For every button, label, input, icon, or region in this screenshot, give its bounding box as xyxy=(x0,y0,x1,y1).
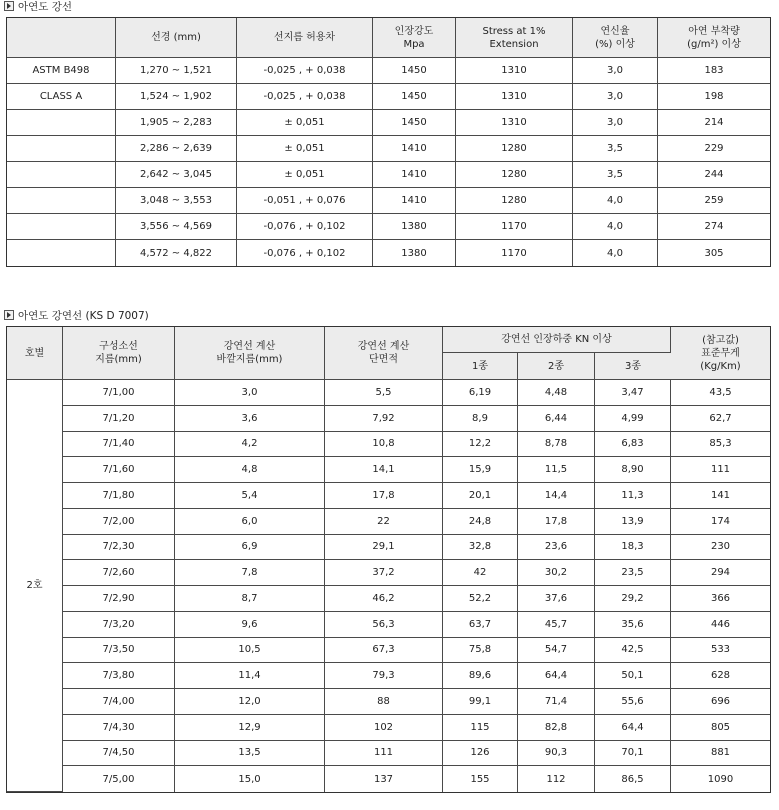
table-cell: 86,5 xyxy=(595,766,671,792)
header-cell: 선경 (mm) xyxy=(116,18,237,58)
table-cell: 1310 xyxy=(456,58,573,84)
table-cell: 35,6 xyxy=(595,612,671,638)
table-cell: 1170 xyxy=(456,214,573,240)
table-cell: 63,7 xyxy=(443,612,518,638)
table-cell: 7/3,80 xyxy=(63,663,175,689)
table-cell: 43,5 xyxy=(671,380,770,406)
table-cell: 1170 xyxy=(456,240,573,266)
header-cell: 선지름 허용차 xyxy=(237,18,373,58)
table-cell: 7/4,30 xyxy=(63,715,175,741)
table-cell: 1,524 ~ 1,902 xyxy=(116,84,237,110)
table-cell: 67,3 xyxy=(325,638,443,664)
table-cell: 20,1 xyxy=(443,483,518,509)
table-cell xyxy=(7,110,116,136)
table-cell: 18,3 xyxy=(595,535,671,561)
table-cell: 5,4 xyxy=(175,483,325,509)
galvanized-wire-table xyxy=(6,17,771,267)
table-cell: 2,286 ~ 2,639 xyxy=(116,136,237,162)
table-cell: 305 xyxy=(704,247,724,259)
table-cell: 8,7 xyxy=(175,586,325,612)
table-cell xyxy=(7,162,116,188)
table-cell: 6,83 xyxy=(595,432,671,458)
table-cell: 4,0 xyxy=(573,188,658,214)
table-cell: 1,270 ~ 1,521 xyxy=(116,58,237,84)
table-row xyxy=(7,240,770,266)
table-cell: 30,2 xyxy=(518,560,595,586)
table-row xyxy=(7,188,770,214)
section-title-text: 아연도 강선 xyxy=(18,1,73,13)
table-cell: 12,2 xyxy=(443,432,518,458)
table-cell: 198 xyxy=(658,84,770,110)
table-cell: 55,6 xyxy=(595,689,671,715)
table-cell: 70,1 xyxy=(595,741,671,767)
table-cell xyxy=(7,214,116,240)
table-cell: 5,5 xyxy=(325,380,443,406)
table-cell: 14,1 xyxy=(325,457,443,483)
table-cell: 29,1 xyxy=(325,535,443,561)
table-cell: 8,78 xyxy=(518,432,595,458)
table-cell: 4,572 ~ 4,822 xyxy=(116,240,237,266)
table-row xyxy=(7,689,770,715)
table-cell: 50,1 xyxy=(595,663,671,689)
table-cell: 3,556 ~ 4,569 xyxy=(116,214,237,240)
header-cell: 아연 부착량 (g/m²) 이상 xyxy=(658,18,770,58)
header-cell xyxy=(7,18,116,58)
table-cell: 23,6 xyxy=(518,535,595,561)
table-cell: 7/3,20 xyxy=(63,612,175,638)
header-cell: Stress at 1% Extension xyxy=(456,18,573,58)
table-cell: 1410 xyxy=(373,162,456,188)
table-cell: 1310 xyxy=(456,110,573,136)
table-row xyxy=(7,612,770,638)
table-cell: 64,4 xyxy=(518,663,595,689)
table-cell: ASTM B498 xyxy=(7,58,116,84)
table-cell: 42 xyxy=(443,560,518,586)
table-cell: 99,1 xyxy=(443,689,518,715)
table-cell: 7/2,60 xyxy=(63,560,175,586)
table-cell: 15,0 xyxy=(175,766,325,792)
table-cell: 7/5,00 xyxy=(63,766,175,792)
galvanized-strand-table xyxy=(6,326,771,793)
table-cell: 11,4 xyxy=(175,663,325,689)
table-header-row xyxy=(7,18,770,58)
table-cell: 62,7 xyxy=(671,406,770,432)
table-cell: 56,3 xyxy=(325,612,443,638)
table-cell: 79,3 xyxy=(325,663,443,689)
table-cell: 111 xyxy=(325,741,443,767)
table-cell: 4,0 xyxy=(573,214,658,240)
header-strand-diameter: 구성소선 지름(mm) xyxy=(63,327,175,380)
table-cell: 1380 xyxy=(373,214,456,240)
table-row xyxy=(7,380,770,406)
table-row xyxy=(7,586,770,612)
table-cell xyxy=(7,188,116,214)
table-cell: 6,0 xyxy=(175,509,325,535)
table-cell: 533 xyxy=(671,638,770,664)
table-cell: 29,2 xyxy=(595,586,671,612)
table-cell: 1090 xyxy=(707,773,734,785)
table-cell: 7/1,40 xyxy=(63,432,175,458)
table-row xyxy=(7,638,770,664)
table-cell: 12,0 xyxy=(175,689,325,715)
header-class-2: 2종 xyxy=(518,353,595,380)
table-row xyxy=(7,535,770,561)
table-cell: 244 xyxy=(658,162,770,188)
table-cell: 111 xyxy=(671,457,770,483)
bullet-icon xyxy=(4,1,14,11)
table-cell: 1,905 ~ 2,283 xyxy=(116,110,237,136)
table-cell: 82,8 xyxy=(518,715,595,741)
table-cell: 141 xyxy=(671,483,770,509)
table-cell: CLASS A xyxy=(7,84,116,110)
table-cell: 102 xyxy=(325,715,443,741)
table-cell: 46,2 xyxy=(325,586,443,612)
table-cell: 112 xyxy=(518,766,595,792)
table-cell: 85,3 xyxy=(671,432,770,458)
table-row xyxy=(7,162,770,188)
table-cell: 11,3 xyxy=(595,483,671,509)
table-cell xyxy=(7,240,116,266)
header-outer-diameter: 강연선 계산 바깥지름(mm) xyxy=(175,327,325,380)
table-header-row xyxy=(7,327,770,353)
table-cell: 7,8 xyxy=(175,560,325,586)
table-cell: 4,0 xyxy=(573,240,658,266)
table-cell: 45,7 xyxy=(518,612,595,638)
table-cell: 115 xyxy=(443,715,518,741)
table-cell: 8,90 xyxy=(595,457,671,483)
table-cell: 1280 xyxy=(456,136,573,162)
table-cell: 4,2 xyxy=(175,432,325,458)
table-cell: 881 xyxy=(671,741,770,767)
table-cell: -0,051 , + 0,076 xyxy=(237,188,373,214)
header-cell: 인장강도 Mpa xyxy=(373,18,456,58)
table-cell: 12,9 xyxy=(175,715,325,741)
table-cell: 37,6 xyxy=(518,586,595,612)
table-cell: 8,9 xyxy=(443,406,518,432)
grade-cell: 2호 xyxy=(7,380,63,792)
table-cell: 229 xyxy=(658,136,770,162)
table-cell: 1280 xyxy=(456,188,573,214)
table-cell: 7/2,90 xyxy=(63,586,175,612)
table-cell: 89,6 xyxy=(443,663,518,689)
table-cell: 4,99 xyxy=(595,406,671,432)
table-cell: ± 0,051 xyxy=(237,162,373,188)
table-cell: 1450 xyxy=(373,58,456,84)
table-cell: 3,0 xyxy=(573,110,658,136)
table-cell: 13,5 xyxy=(175,741,325,767)
table-row xyxy=(7,457,770,483)
table-cell: 10,8 xyxy=(325,432,443,458)
table-cell: 3,5 xyxy=(573,162,658,188)
header-standard-weight: (참고값) 표준무게 (Kg/Km) xyxy=(671,327,770,380)
table-row xyxy=(7,136,770,162)
table-row xyxy=(7,58,770,84)
table-cell: 446 xyxy=(671,612,770,638)
table-cell: -0,076 , + 0,102 xyxy=(237,240,373,266)
table-cell: 3,6 xyxy=(175,406,325,432)
table-cell: 22 xyxy=(325,509,443,535)
table-cell: 3,0 xyxy=(573,84,658,110)
table-cell: 10,5 xyxy=(175,638,325,664)
table-cell: -0,025 , + 0,038 xyxy=(237,58,373,84)
table-row xyxy=(7,766,770,792)
table-cell: 628 xyxy=(671,663,770,689)
table-cell: 2,642 ~ 3,045 xyxy=(116,162,237,188)
table-cell: 7/1,80 xyxy=(63,483,175,509)
table-cell: 23,5 xyxy=(595,560,671,586)
table-cell: -0,025 , + 0,038 xyxy=(237,84,373,110)
table-cell: 1410 xyxy=(373,136,456,162)
table-cell: 6,9 xyxy=(175,535,325,561)
table-cell: 294 xyxy=(671,560,770,586)
table-cell: ± 0,051 xyxy=(237,110,373,136)
table-cell: 32,8 xyxy=(443,535,518,561)
table-cell: 7/3,50 xyxy=(63,638,175,664)
table-row xyxy=(7,663,770,689)
table-row xyxy=(7,509,770,535)
table-row xyxy=(7,483,770,509)
table-cell: 3,5 xyxy=(573,136,658,162)
table-cell: 7/2,00 xyxy=(63,509,175,535)
table-cell: 90,3 xyxy=(518,741,595,767)
table-cell: 274 xyxy=(658,214,770,240)
table-cell: 6,19 xyxy=(443,380,518,406)
table-cell: ± 0,051 xyxy=(237,136,373,162)
table-cell: 11,5 xyxy=(518,457,595,483)
table-row xyxy=(7,560,770,586)
table-cell: 696 xyxy=(671,689,770,715)
table-row xyxy=(7,110,770,136)
table-cell: 3,0 xyxy=(573,58,658,84)
table-cell: 54,7 xyxy=(518,638,595,664)
table-cell: 366 xyxy=(671,586,770,612)
table-row xyxy=(7,432,770,458)
table-cell: 7/1,60 xyxy=(63,457,175,483)
table-cell: 1380 xyxy=(373,240,456,266)
table-cell: 3,0 xyxy=(175,380,325,406)
table-cell: 137 xyxy=(325,766,443,792)
table-row xyxy=(7,214,770,240)
header-class-3: 3종 xyxy=(595,353,671,380)
table-cell: 15,9 xyxy=(443,457,518,483)
table-cell: 71,4 xyxy=(518,689,595,715)
table-cell: 24,8 xyxy=(443,509,518,535)
table-cell: 88 xyxy=(325,689,443,715)
table-cell: 214 xyxy=(658,110,770,136)
table-cell: 7/4,00 xyxy=(63,689,175,715)
table-row xyxy=(7,741,770,767)
table-cell: 7/2,30 xyxy=(63,535,175,561)
table-cell: 1450 xyxy=(373,84,456,110)
table-cell: 230 xyxy=(671,535,770,561)
table-cell: 3,47 xyxy=(595,380,671,406)
table-cell: 7,92 xyxy=(325,406,443,432)
table-cell: 155 xyxy=(443,766,518,792)
header-section-area: 강연선 계산 단면적 xyxy=(325,327,443,380)
table-cell xyxy=(7,136,116,162)
table-cell: 1410 xyxy=(373,188,456,214)
table-cell: 1310 xyxy=(456,84,573,110)
table-cell: -0,076 , + 0,102 xyxy=(237,214,373,240)
table-cell: 174 xyxy=(671,509,770,535)
table-cell: 7/1,00 xyxy=(63,380,175,406)
section-title-galvanized-strand xyxy=(4,309,149,323)
table-cell: 3,048 ~ 3,553 xyxy=(116,188,237,214)
table-cell: 75,8 xyxy=(443,638,518,664)
table-cell: 4,8 xyxy=(175,457,325,483)
table-cell: 37,2 xyxy=(325,560,443,586)
header-class-1: 1종 xyxy=(443,353,518,380)
table-cell: 6,44 xyxy=(518,406,595,432)
table-cell: 126 xyxy=(443,741,518,767)
table-cell: 9,6 xyxy=(175,612,325,638)
table-cell: 183 xyxy=(658,58,770,84)
section-title-galvanized-wire xyxy=(4,0,72,14)
table-cell: 64,4 xyxy=(595,715,671,741)
table-cell: 13,9 xyxy=(595,509,671,535)
table-cell: 17,8 xyxy=(325,483,443,509)
table-cell: 259 xyxy=(658,188,770,214)
table-cell: 14,4 xyxy=(518,483,595,509)
table-cell: 1280 xyxy=(456,162,573,188)
header-grade: 호별 xyxy=(7,327,63,380)
table-cell: 4,48 xyxy=(518,380,595,406)
table-cell: 7/1,20 xyxy=(63,406,175,432)
bullet-icon xyxy=(4,310,14,320)
table-row xyxy=(7,715,770,741)
header-tensile-load: 강연선 인장하중 KN 이상 xyxy=(443,327,671,353)
table-cell: 42,5 xyxy=(595,638,671,664)
table-cell: 805 xyxy=(671,715,770,741)
table-cell: 7/4,50 xyxy=(63,741,175,767)
table-cell: 52,2 xyxy=(443,586,518,612)
header-cell: 연신율 (%) 이상 xyxy=(573,18,658,58)
table-cell: 1450 xyxy=(373,110,456,136)
table-row xyxy=(7,406,770,432)
table-cell: 17,8 xyxy=(518,509,595,535)
table-row xyxy=(7,84,770,110)
section-title-text: 아연도 강연선 (KS D 7007) xyxy=(18,310,149,322)
